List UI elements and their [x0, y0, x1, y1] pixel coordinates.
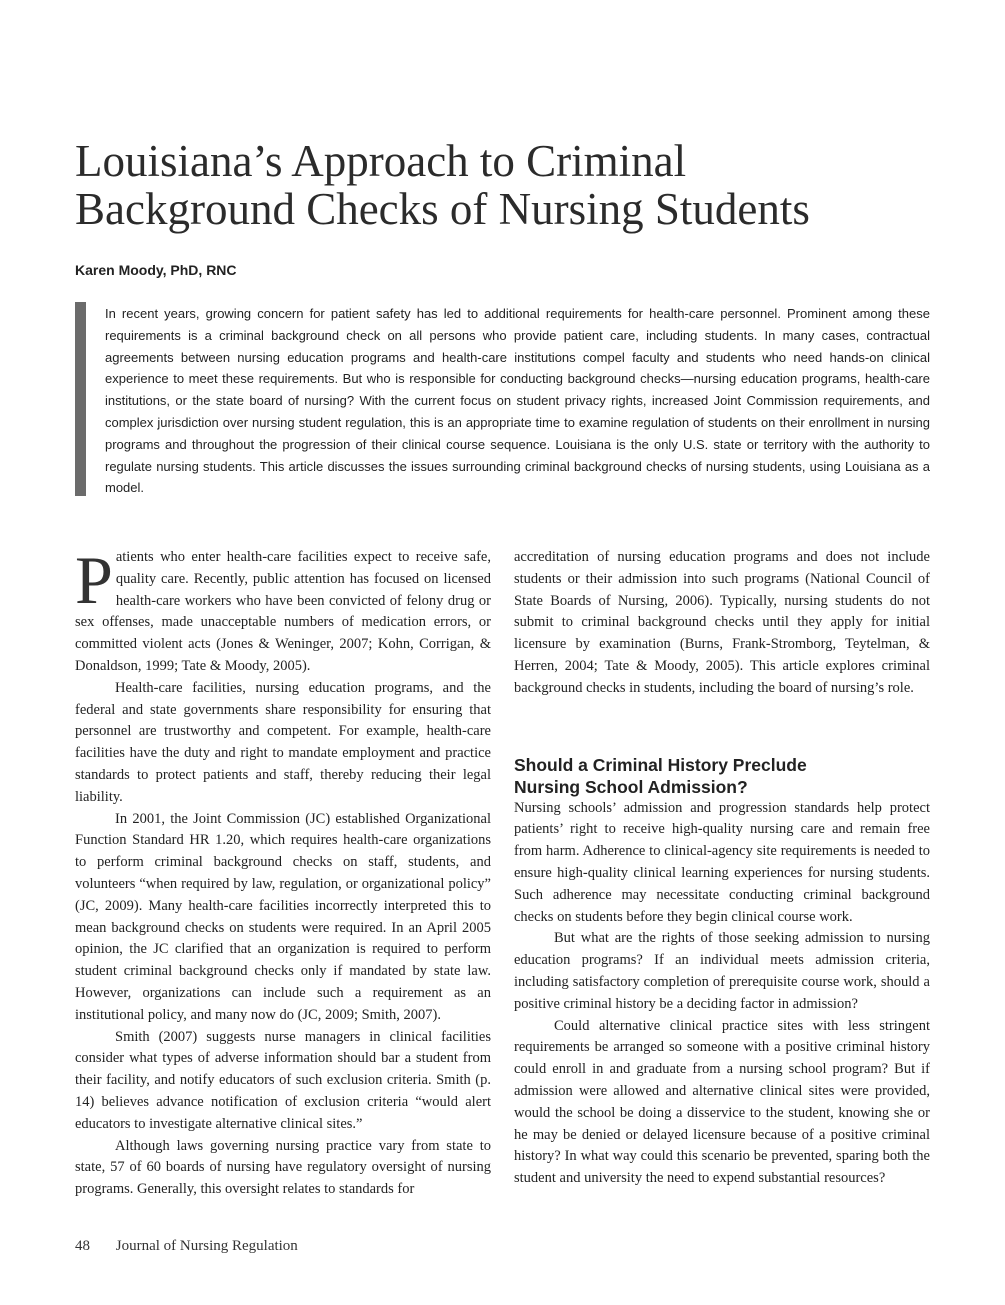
title-line-1: Louisiana’s Approach to Criminal — [75, 136, 687, 186]
section-spacer — [514, 700, 930, 754]
body-paragraph-5: Although laws governing nursing practice vary from state to state, 57 of 60 boards of nursing have regulatory oversight of nursing programs. Generally, this oversight relates to standards for — [75, 1137, 491, 1198]
body-paragraph-6: accreditation of nursing education programs and does not include students or their admission into such programs (National Council of State Boards of Nursing, 2006). Typically, nursing students do not submit to criminal background checks until they apply for initial licensure by examination (Burns, Frank-Stromborg, Teytelman, & Herren, 2004; Tate & Moody, 2005). This article explores criminal background checks in students, including the board of nursing’s role. — [514, 549, 930, 696]
author-byline: Karen Moody, PhD, RNC — [75, 262, 237, 278]
body-paragraph-2: Health-care facilities, nursing education programs, and the federal and state governments share responsibility for ensuring that personnel are trustworthy and competent. For example, health-care facilities have the duty and right to mandate employment and practice standards to protect patients and staff, thereby reducing their legal liability. — [75, 679, 491, 805]
page-footer — [75, 1238, 298, 1255]
abstract-text: In recent years, growing concern for patient safety has led to additional requirements for health-care personnel. Prominent among these requirements is a criminal background check on all persons who provide patient care, including students. In many cases, contractual agreements between nursing education programs and health-care institutions compel faculty and students who need hands-on clinical experience to meet these requirements. But who is responsible for conducting background checks—nursing education programs, health-care institutions, or the state board of nursing? With the current focus on student privacy rights, increased Joint Commission requirements, and complex jurisdiction over nursing student regulation, this is an appropriate time to examine regulation of students on their enrollment in nursing programs and throughout the progression of their clinical course sequence. Louisiana is the only U.S. state or territory with the authority to regulate nursing students. This article discusses the issues surrounding criminal background checks of nursing students, using Louisiana as a model. — [105, 306, 930, 496]
body-paragraph-4: Smith (2007) suggests nurse managers in clinical facilities consider what types of adverse information should bar a student from their facility, and notify educators of such exclusion criteria. Smith (p. 14) believes advance notification of exclusion criteria “would alert educators to investigate alternative clinical sites.” — [75, 1028, 491, 1132]
abstract-accent-bar — [75, 302, 86, 496]
body-paragraph-7: Nursing schools’ admission and progression standards help protect patients’ right to receive high-quality nursing care and remain free from harm. Adherence to clinical-agency site requirements is needed to ensure high-quality clinical learning experiences for nursing students. Such adherence may necessitate conducting criminal background checks on students before they begin clinical course work. — [514, 799, 930, 925]
body-paragraph-9: Could alternative clinical practice sites with less stringent requirements be arranged so someone with a positive criminal history could enroll in and graduate from a nursing school program? But if admission were allowed and alternative clinical sites were provided, would the school be doing a disservice to the student, knowing she or he may be denied or delayed licensure because of a positive criminal history? In what way could this scenario be prevented, sparing both the student and university the need to expend substantial resources? — [514, 1017, 930, 1187]
body-paragraph-1-text: atients who enter health-care facilities expect to receive safe, quality care. Recently, public attention has focused on licensed health-care workers who have been convicted of felony drug or sex offenses, made unacceptable numbers of medication errors, or committed violent acts (Jones & Weninger, 2007; Kohn, Corrigan, & Donaldson, 1999; Tate & Moody, 2005). — [75, 549, 491, 674]
right-column — [514, 547, 930, 1190]
drop-cap: P — [75, 542, 113, 618]
title-line-2: Background Checks of Nursing Students — [75, 184, 810, 234]
body-paragraph-3: In 2001, the Joint Commission (JC) established Organizational Function Standard HR 1.20, which requires health-care organizations to perform criminal background checks on staff, students, and volunteers “when required by law, regulation, or organizational policy” (JC, 2009). Many health-care facilities incorrectly interpreted this to mean background checks on students were required. In an April 2005 opinion, the JC clarified that an organization is required to perform student criminal background checks only if mandated by state law. However, organizations can include such a requirement as an institutional policy, and many now do (JC, 2009; Smith, 2007). — [75, 810, 491, 1023]
body-paragraph-1 — [75, 542, 491, 678]
section-heading — [514, 754, 930, 798]
journal-name: Journal of Nursing Regulation — [115, 1238, 298, 1254]
left-column — [75, 542, 491, 1201]
body-paragraph-8: But what are the rights of those seeking admission to nursing education programs? If an individual meets admission criteria, including satisfactory completion of prerequisite course work, should a positive criminal history be a deciding factor in admission? — [514, 930, 930, 1012]
section-heading-line-2: Nursing School Admission? — [514, 776, 748, 797]
article-title — [75, 137, 955, 233]
section-heading-line-1: Should a Criminal History Preclude — [514, 754, 807, 775]
page-number: 48 — [75, 1238, 90, 1254]
